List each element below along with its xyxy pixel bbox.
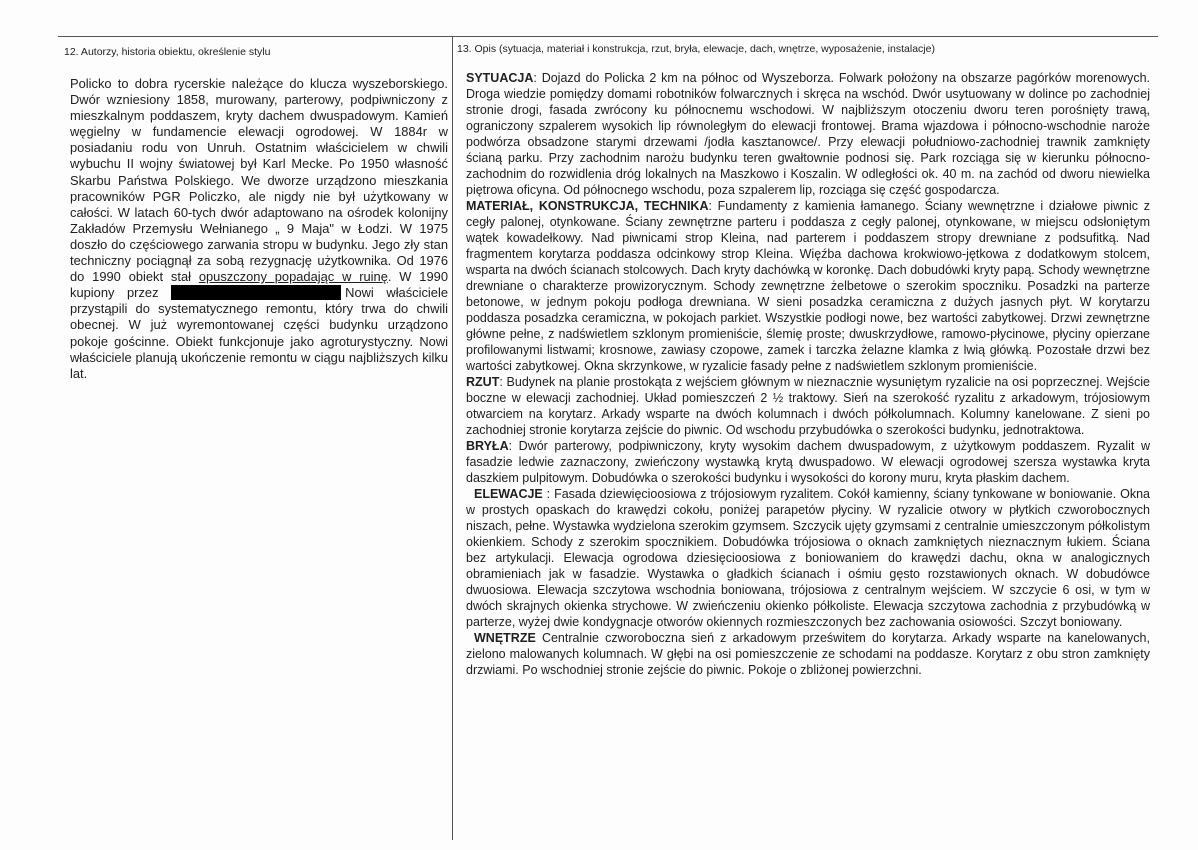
section-text: Dojazd do Policka 2 km na północ od Wyszeborza. Folwark położony na obszarze pagórków morenowych. Droga wiedzie pomiędzy domami robotników folwarcznych i skręca na wschód. Dwór usytuowany w dolince po zachodniej stronie drogi, fasada zwrócony ku północnemu wschodowi. W najbliższym otoczeniu dworu teren porośnięty trawą, ograniczony szpalerem wysokich lip równoległym do elewacji frontowej. Brama wjazdowa i północno-wschodnie naroże podwórza obsadzone starymi drzewami /jodła kasztanowce/. Przy elewacji południowo-zachodniej trawnik zamknięty ścianą parku. Przy zachodnim narożu budynku teren gwałtownie podnosi się. Park rozciąga się w kierunku północno-zachodnim do rozwidlenia dróg lokalnych na Maszkowo i Koszalin. W odległości ok. 40 m. na zachód od dworu niewielka piętrowa oficyna. Od północnego wschodu, poza szpalerem lip, rozciąga się część gospodarcza. [466, 71, 1150, 197]
section-wnetrze [466, 630, 1150, 678]
right-column-header: 13. Opis (sytuacja, materiał i konstrukcja, rzut, bryła, elewacje, dach, wnętrze, wyposażenie, instalacje) [457, 43, 935, 55]
frame-top-rule [58, 36, 1158, 37]
history-text-part1: Policko to dobra rycerskie należące do klucza wyszeborskiego. Dwór wzniesiony 1858, murowany, parterowy, podpiwniczony z mieszkalnym poddaszem, kryty dachem dwuspadowym. Kamień węgielny w fundamencie elewacji ogrodowej. W 1884r w posiadaniu rodu von Unruh. Ostatnim właścicielem w chwili wybuchu II wojny światowej był Karl Mecke. Po 1950 własność Skarbu Państwa Polskiego. We dworze urządzono mieszkania pracowników PGR Policzko, ale nigdy nie był użytkowany w całości. W latach 60-tych dwór adaptowano na ośrodek kolonijny Zakładów Przemysłu Wełnianego „ 9 Maja" w Łodzi. W 1975 doszło do częściowego zarwania stropu w budynku. Jego zły stan techniczny pociągnął za sobą rezygnację użytkownika. Od 1976 do 1990 obiekt stał [70, 76, 448, 285]
history-text-part3: Nowi właściciele przystąpili do systematycznego remontu, który trwa do chwili obecnej. W już wyremontowanej części budynku urządzono pokoje gościnne. Obiekt funkcjonuje jako agroturystyczny. Nowi właściciele planują ukończenie remontu w ciągu najbliższych kilku lat. [70, 285, 448, 381]
section-heading: WNĘTRZE [474, 631, 536, 645]
history-text-underlined: opuszczony popadając w ruinę [198, 269, 388, 285]
section-heading: BRYŁA [466, 439, 509, 453]
section-sytuacja: SYTUACJA: Dojazd do Policka 2 km na północ od Wyszeborza. Folwark położony na obszarze pagórków morenowych. Droga wiedzie pomiędzy domami robotników folwarcznych i skręca na wschód. Dwór usytuowany w dolince po zachodniej stronie drogi, fasada zwrócony ku północnemu wschodowi. W najbliższym otoczeniu dworu teren porośnięty trawą, ograniczony szpalerem wysokich lip równoległym do elewacji frontowej. Brama wjazdowa i północno-wschodnie naroże podwórza obsadzone starymi drzewami /jodła kasztanowce/. Przy elewacji południowo-zachodniej trawnik zamknięty ścianą parku. Przy zachodnim narożu budynku teren gwałtownie podnosi się. Park rozciąga się w kierunku północno-zachodnim do rozwidlenia dróg lokalnych na Maszkowo i Koszalin. W odległości ok. 40 m. na zachód od dworu niewielka piętrowa oficyna. Od północnego wschodu, poza szpalerem lip, rozciąga się część gospodarcza. [466, 71, 1150, 197]
section-heading: MATERIAŁ, KONSTRUKCJA, TECHNIKA [466, 199, 709, 213]
section-heading: SYTUACJA [466, 71, 534, 85]
section-heading: ELEWACJE [474, 487, 543, 501]
history-text-part2: . W 1990 kupiony przez [70, 269, 448, 301]
section-elewacje: ELEWACJE : Fasada dziewięcioosiowa z trójosiowym ryzalitem. Cokół kamienny, ściany tynkowane w boniowanie. Okna w prostych opaskach do krawędzi cokołu, poniżej parapetów płyciny. W ryzalicie otwory w płytkich czworobocznych niszach, pełne. Wystawka wydzielona szerokim gzymsem. Szczycik ujęty gzymsami z centralnie umieszczonym półkolistym okienkiem. Schody z szerokim spocznikiem. Dobudówka trójosiowa o oknach zamkniętych nieznacznym łukiem. Ściana bez artykulacji. Elewacja ogrodowa dziesięcioosiowa z boniowaniem do krawędzi dachu, okna w analogicznych obramieniach jak w fasadzie. Wystawka o gładkich ścianach i ośmiu gęsto rozstawionych oknach. W dobudówce dwuosiowa. Elewacja szczytowa wschodnia boniowana, trójosiowa z centralnym wejściem. W szczycie 6 osi, w tym w dwóch skrajnych okienka strychowe. W zwieńczeniu okienko półkoliste. Elewacja szczytowa zachodnia z przybudówką w parterze, wyżej dwie kondygnacje otworów okiennych rozmieszczonych bez zachowania osiowości. Szczyt boniowany. [466, 487, 1151, 629]
section-rzut: RZUT: Budynek na planie prostokąta z wejściem głównym w nieznacznie wysuniętym ryzalicie na osi poprzecznej. Wejście boczne w elewacji zachodniej. Układ pomieszczeń 2 ½ traktowy. Sień na szerokość ryzalitu z arkadowym, trójosiowym otwarciem na korytarz. Arkady wsparte na dwóch kolumnach i dwóch półkolumnach. Kolumny kanelowane. Z sieni po zachodniej stronie korytarza zejście do piwnic. Od wschodu przybudówka o szerokości budynku, jednotraktowa. [466, 375, 1150, 437]
section-text: Dwór parterowy, podpiwniczony, kryty wysokim dachem dwuspadowym, z użytkowym poddaszem. Ryzalit w fasadzie ledwie zaznaczony, zwieńczony wystawką krytą dwuspadowo. W elewacji ogrodowej szersza wystawka kryta daszkiem pulpitowym. Dobudówka o szerokości budynku i wysokości do korony muru, kryta płaskim dachem. [466, 439, 1150, 485]
history-paragraph [70, 76, 448, 382]
section-material: MATERIAŁ, KONSTRUKCJA, TECHNIKA: Fundamenty z kamienia łamanego. Ściany wewnętrzne i działowe piwnic z cegły palonej, otynkowane. Ściany zewnętrzne parteru i poddasza z cegły palonej, otynkowane, w miejscu odsłoniętym wątek kowadełkowy. Nad piwnicami strop Kleina, nad parterem i poddaszem stropy drewniane z podsufitką. Nad fragmentem korytarza poddasza odcinkowy strop Kleina. Więźba dachowa krokwiowo-jętkowa z dodatkowym stolcem, wsparta na dwóch ścianach stolcowych. Dach kryty dachówką w koronkę. Dach dobudówki kryty papą. Schody wewnętrzne drewniane o charakterze prowizorycznym. Schody zewnętrzne żelbetowe o szerokim spoczniku. Posadzki na parterze betonowe, w jednym pokoju podłoga drewniana. W sieni posadzka ceramiczna z dużych jasnych płyt. W korytarzu poddasza posadzka ceramiczna, w pokojach parkiet. Wszystkie podłogi nowe, bez wartości zabytkowej. Drzwi zewnętrzne główne pełne, z nadświetlem szklonym promieniście, ślemię proste; dwuskrzydłowe, ramowo-płycinowe, płyciny opierzane profilowanymi listwami; krosnowe, zawiasy czopowe, zamek i tarczka żelazne klamka z lwią główką. Pozostałe drzwi bez wartości zabytkowej. Okna skrzynkowe, w ryzalicie fasady pełne z nadświetlem szklonym promieniście. [466, 199, 1150, 373]
section-text: Centralnie czworoboczna sień z arkadowym prześwitem do korytarza. Arkady wsparte na kanelowanych, zielono malowanych kolumnach. W głębi na osi pomieszczenie ze schodami na poddasze. Korytarz z obu stron zamknięty drzwiami. Po wschodniej stronie zejście do piwnic. Pokoje o zbliżonej powierzchni. [466, 631, 1150, 677]
description-column [466, 70, 1150, 678]
section-text: Budynek na planie prostokąta z wejściem głównym w nieznacznie wysuniętym ryzalicie na osi poprzecznej. Wejście boczne w elewacji zachodniej. Układ pomieszczeń 2 ½ traktowy. Sień na szerokość ryzalitu z arkadowym, trójosiowym otwarciem na korytarz. Arkady wsparte na dwóch kolumnach i dwóch półkolumnach. Kolumny kanelowane. Z sieni po zachodniej stronie korytarza zejście do piwnic. Od wschodu przybudówka o szerokości budynku, jednotraktowa. [466, 375, 1150, 437]
left-column-header: 12. Autorzy, historia obiektu, określenie stylu [64, 46, 271, 58]
section-heading: RZUT [466, 375, 500, 389]
column-divider [452, 36, 453, 840]
redaction-bar [171, 285, 341, 300]
section-bryla: BRYŁA: Dwór parterowy, podpiwniczony, kryty wysokim dachem dwuspadowym, z użytkowym poddaszem. Ryzalit w fasadzie ledwie zaznaczony, zwieńczony wystawką krytą dwuspadowo. W elewacji ogrodowej szersza wystawka kryta daszkiem pulpitowym. Dobudówka o szerokości budynku i wysokości do korony muru, kryta płaskim dachem. [466, 439, 1150, 485]
section-text: Fundamenty z kamienia łamanego. Ściany wewnętrzne i działowe piwnic z cegły palonej, otynkowane. Ściany zewnętrzne parteru i poddasza z cegły palonej, otynkowane, w miejscu odsłoniętym wątek kowadełkowy. Nad piwnicami strop Kleina, nad parterem i poddaszem stropy drewniane z podsufitką. Nad fragmentem korytarza poddasza odcinkowy strop Kleina. Więźba dachowa krokwiowo-jętkowa z dodatkowym stolcem, wsparta na dwóch ścianach stolcowych. Dach kryty dachówką w koronkę. Dach dobudówki kryty papą. Schody wewnętrzne drewniane o charakterze prowizorycznym. Schody zewnętrzne żelbetowe o szerokim spoczniku. Posadzki na parterze betonowe, w jednym pokoju podłoga drewniana. W sieni posadzka ceramiczna z dużych jasnych płyt. W korytarzu poddasza posadzka ceramiczna, w pokojach parkiet. Wszystkie podłogi nowe, bez wartości zabytkowej. Drzwi zewnętrzne główne pełne, z nadświetlem szklonym promieniście, ślemię proste; dwuskrzydłowe, ramowo-płycinowe, płyciny opierzane profilowanymi listwami; krosnowe, zawiasy czopowe, zamek i tarczka żelazne klamka z lwią główką. Pozostałe drzwi bez wartości zabytkowej. Okna skrzynkowe, w ryzalicie fasady pełne z nadświetlem szklonym promieniście. [466, 199, 1150, 373]
section-text: Fasada dziewięcioosiowa z trójosiowym ryzalitem. Cokół kamienny, ściany tynkowane w boniowanie. Okna w prostych opaskach do krawędzi cokołu, poniżej parapetów płyciny. W ryzalicie otwory w płytkich czworobocznych niszach, pełne. Wystawka wydzielona szerokim gzymsem. Szczycik ujęty gzymsami z centralnie umieszczonym półkolistym okienkiem. Schody z szerokim spocznikiem. Dobudówka trójosiowa o oknach zamkniętych nieznacznym łukiem. Ściana bez artykulacji. Elewacja ogrodowa dziesięcioosiowa z boniowaniem do krawędzi dachu, okna w analogicznych obramieniach jak w fasadzie. Wystawka o gładkich ścianach i ośmiu gęsto rozstawionych oknach. W dobudówce dwuosiowa. Elewacja szczytowa wschodnia boniowana, trójosiowa z centralnym wejściem. W szczycie 6 osi, w tym w dwóch skrajnych okienka strychowe. W zwieńczeniu okienko półkoliste. Elewacja szczytowa zachodnia z przybudówką w parterze, wyżej dwie kondygnacje otworów okiennych rozmieszczonych bez zachowania osiowości. Szczyt boniowany. [466, 487, 1151, 629]
